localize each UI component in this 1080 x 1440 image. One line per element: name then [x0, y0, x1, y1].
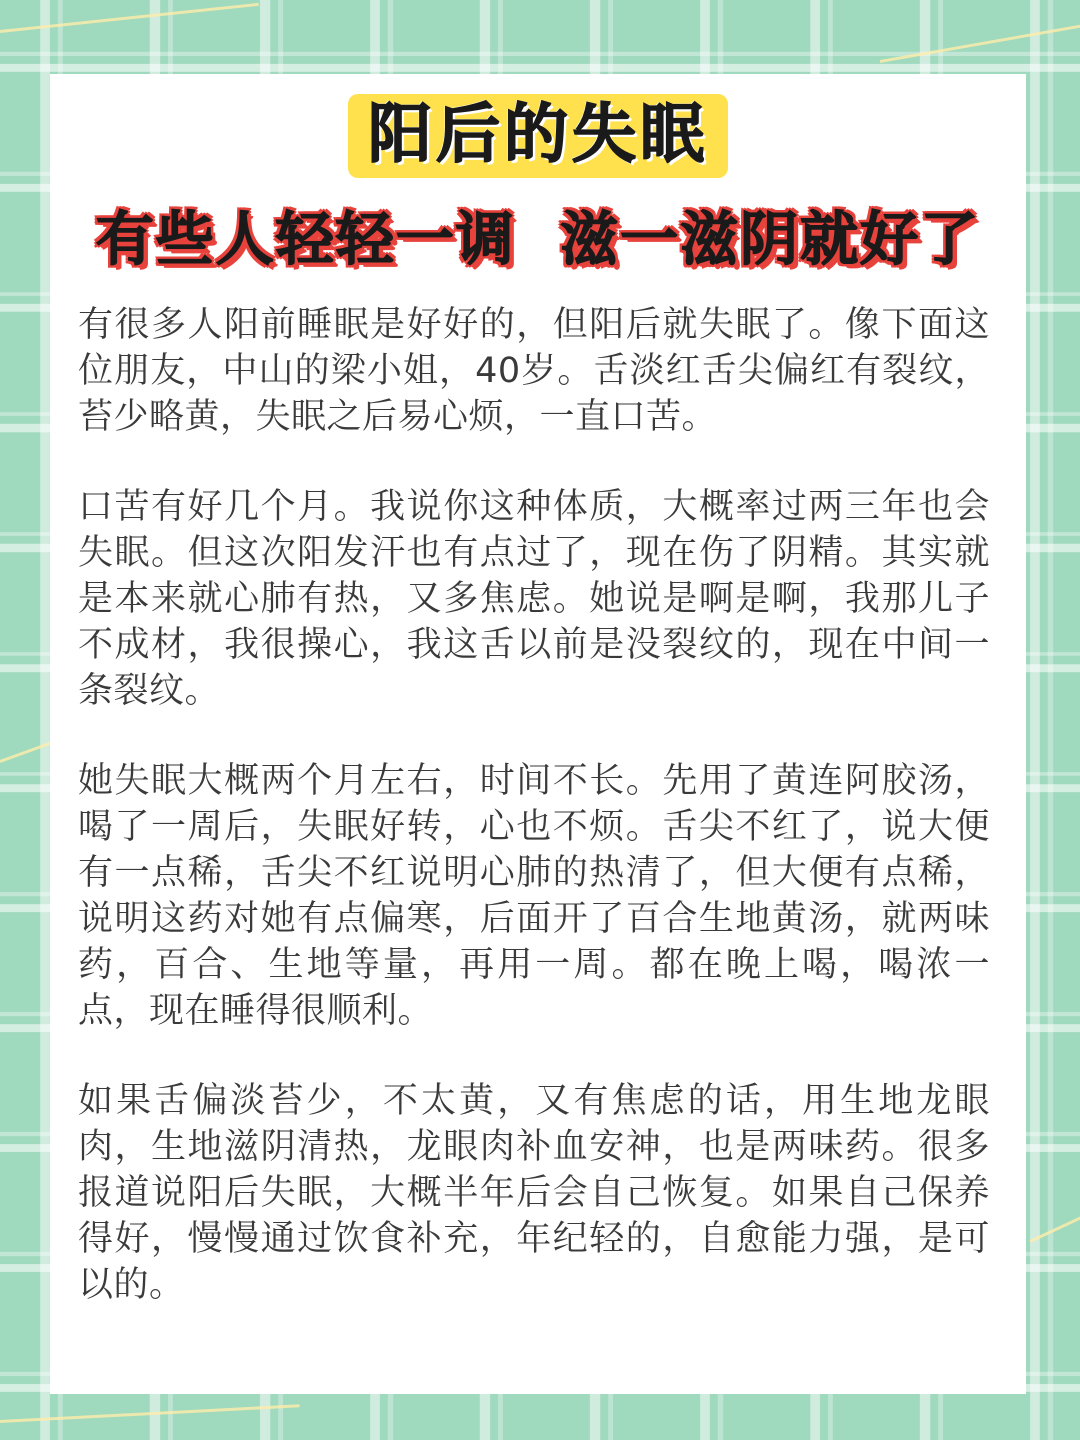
page-title-text: 阳后的失眠 — [348, 94, 728, 178]
decorative-stripe — [0, 740, 57, 763]
decorative-stripe — [0, 3, 259, 33]
paragraph-2: 口苦有好几个月。我说你这种体质，大概率过两三年也会失眠。但这次阳发汗也有点过了，现在伤了阴精。其实就是本来就心肺有热，又多焦虑。她说是啊是啊，我那儿子不成材，我很操心，我这舌以前是没裂纹的，现在中间一条裂纹。 — [78, 487, 990, 711]
decorative-stripe — [0, 1404, 300, 1423]
paragraph-1: 有很多人阳前睡眠是好好的，但阳后就失眠了。像下面这位朋友，中山的梁小姐，40岁。舌淡红舌尖偏红有裂纹，苔少略黄，失眠之后易心烦，一直口苦。 — [78, 305, 990, 437]
decorative-stripe — [880, 22, 1080, 63]
paragraph-3: 她失眠大概两个月左右，时间不长。先用了黄连阿胶汤，喝了一周后，失眠好转，心也不烦。舌尖不红了，说大便有一点稀，舌尖不红说明心肺的热清了，但大便有点稀，说明这药对她有点偏寒，后面开了百合生地黄汤，就两味药，百合、生地等量，再用一周。都在晚上喝，喝浓一点，现在睡得很顺利。 — [78, 761, 990, 1031]
paragraph-4: 如果舌偏淡苔少，不太黄，又有焦虑的话，用生地龙眼肉，生地滋阴清热，龙眼肉补血安神，也是两味药。很多报道说阳后失眠，大概半年后会自己恢复。如果自己保养得好，慢慢通过饮食补充，年纪轻的，自愈能力强，是可以的。 — [78, 1081, 990, 1305]
article-body — [78, 302, 990, 1352]
page-subtitle: 有些人轻轻一调 滋一滋阴就好了 — [95, 205, 981, 273]
content-card — [50, 74, 1026, 1394]
page-title — [50, 94, 1026, 178]
decorative-stripe — [1029, 1215, 1080, 1243]
